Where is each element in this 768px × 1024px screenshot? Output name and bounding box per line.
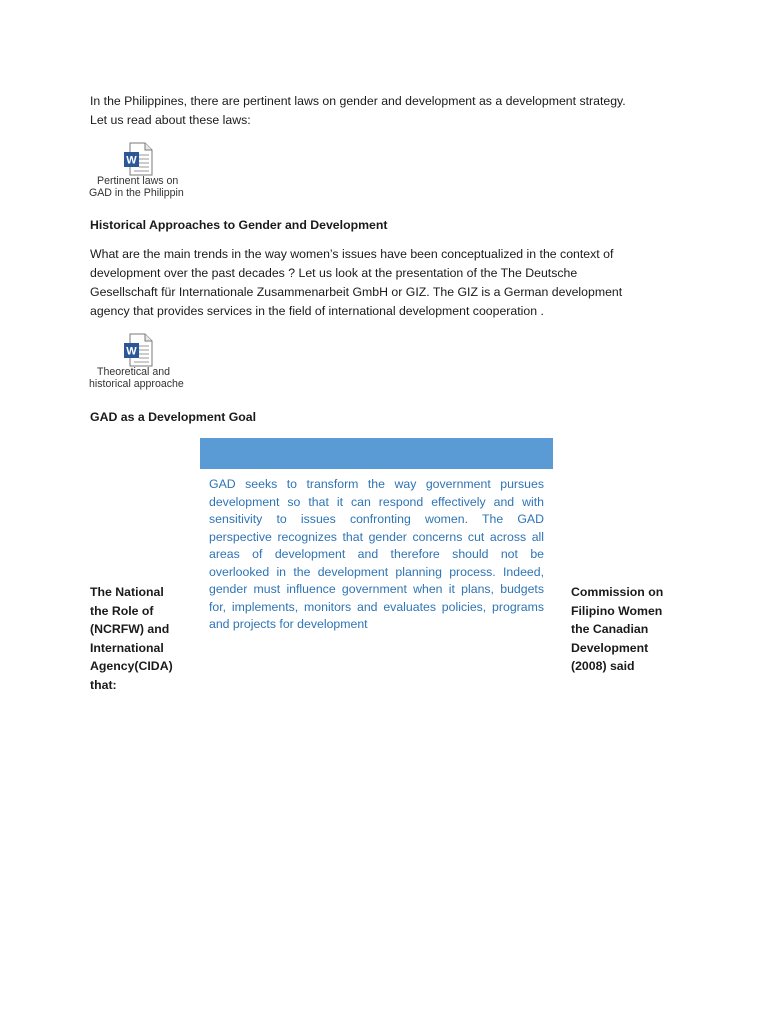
historical-paragraph [90, 245, 670, 321]
embedded-word-document-gad-laws[interactable] [88, 142, 188, 199]
historical-line: What are the main trends in the way women’s issues have been conceptualized in the context of [90, 247, 614, 261]
section-heading-historical: Historical Approaches to Gender and Development [90, 218, 388, 232]
intro-paragraph [90, 92, 670, 130]
quote-line: perspective recognizes that gender concerns cut across all [209, 529, 544, 544]
historical-line: agency that provides services in the field of international development cooperation . [90, 304, 544, 318]
embedded-word-document-theoretical[interactable] [88, 333, 188, 390]
quote-line: areas of development and therefore should not be [209, 547, 544, 561]
quote-line: development so that it can respond effectively and with [209, 494, 544, 509]
gad-quote [209, 476, 544, 634]
quote-line: gender must influence government when it plans, budgets [209, 582, 544, 596]
attachment-caption: Theoretical and historical approache [89, 366, 184, 390]
quote-line: for, implements, monitors and evaluates policies, programs [209, 599, 544, 614]
word-document-icon [122, 142, 154, 176]
attachment-caption: Pertinent laws on GAD in the Philippin [89, 175, 184, 199]
intro-line: Let us read about these laws: [90, 113, 251, 127]
left-column-text: The National the Role of (NCRFW) and International Agency(CIDA) that: [90, 585, 173, 692]
svg-text:W: W [126, 345, 137, 358]
quote-line: overlooked in the development planning process. Indeed, [209, 564, 544, 579]
svg-text:W: W [126, 154, 137, 167]
word-document-icon [122, 333, 154, 367]
historical-line: Gesellschaft für Internationale Zusammenarbeit GmbH or GIZ. The GIZ is a German development [90, 285, 623, 299]
intro-line: In the Philippines, there are pertinent laws on gender and development as a development strategy. [90, 94, 626, 108]
right-column-text: Commission on Filipino Women the Canadian Development (2008) said [571, 585, 664, 674]
quote-line: sensitivity to issues confronting women. The GAD [209, 512, 544, 526]
quote-line: GAD seeks to transform the way government pursues [209, 477, 544, 491]
quote-banner [200, 438, 553, 469]
quote-line: and projects for development [209, 617, 368, 631]
historical-line: development over the past decades ? Let us look at the presentation of the The Deutsche [90, 266, 578, 280]
section-heading-goal: GAD as a Development Goal [90, 410, 257, 424]
